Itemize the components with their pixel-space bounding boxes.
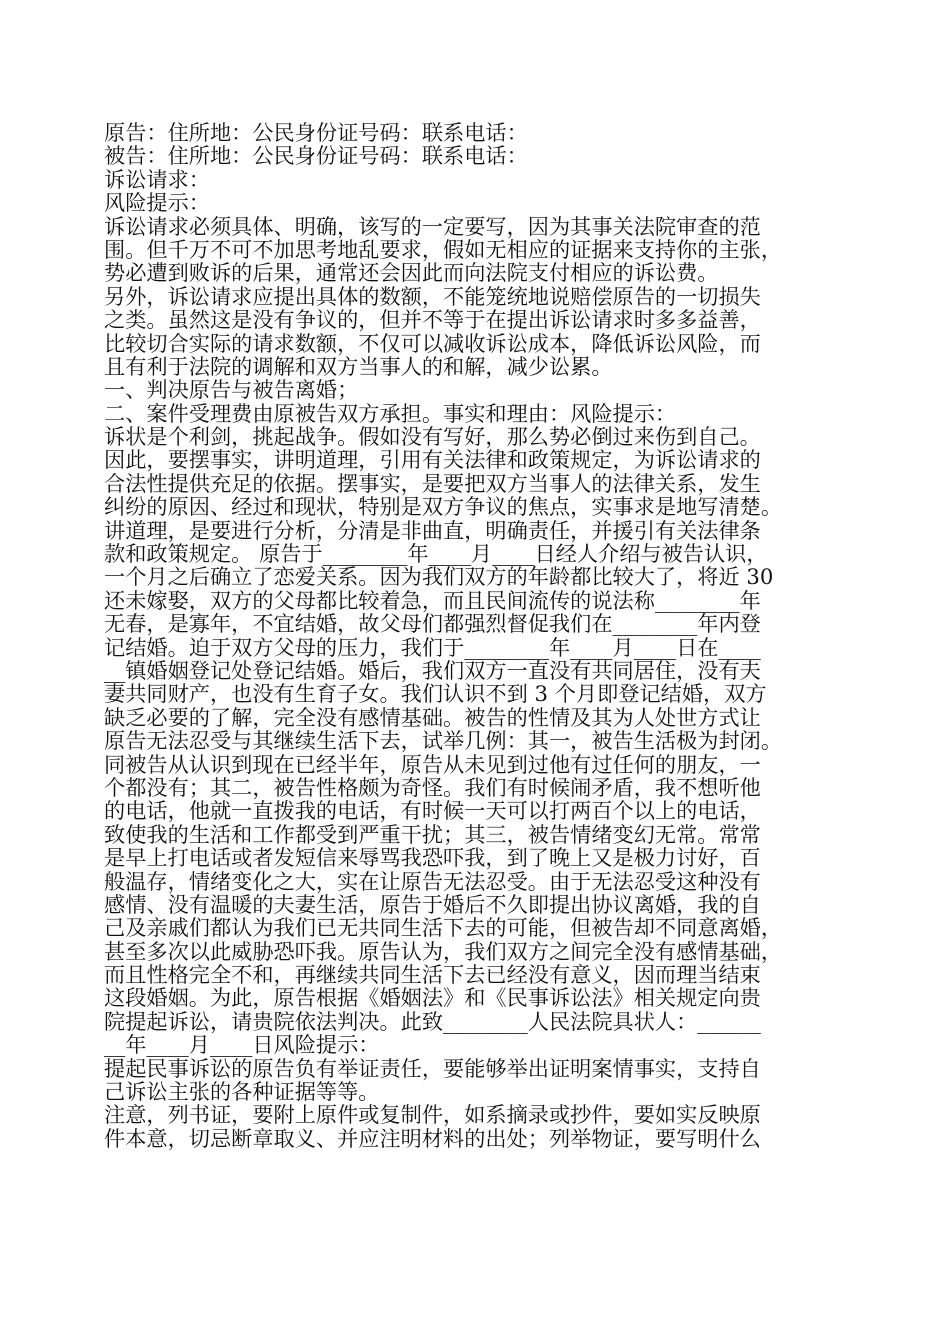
defendant-info-line: 被告：住所地：公民身份证号码：联系电话： [104,143,528,169]
text-line: 感情、没有温暖的夫妻生活，原告于婚后不久即提出协议离婚，我的自 [104,891,761,917]
text-line: 之类。虽然这是没有争议的，但并不等于在提出诉讼请求时多多益善， [104,307,761,333]
text-line: 势必遭到败诉的后果，通常还会因此而向法院支付相应的诉讼费。 [104,260,719,286]
text-line: 诉讼请求必须具体、明确，该写的一定要写，因为其事关法院审查的范 [104,213,761,239]
text-line: 同被告从认识到现在已经半年，原告从未见到过他有过任何的朋友，一 [104,751,761,777]
text-line: 款和政策规定。 原告于________年____月____日经人介绍与被告认识， [104,541,768,567]
text-line: 这段婚姻。为此，原告根据《婚姻法》和《民事诉讼法》相关规定向贵 [104,985,761,1011]
text-line: 而且性格完全不和，再继续共同生活下去已经没有意义，因而理当结束 [104,962,761,988]
text-line: 的电话，他就一直拨我的电话，有时候一天可以打两百个以上的电话， [104,798,761,824]
text-line: 诉状是个利剑，挑起战争。假如没有写好，那么势必倒过来伤到自己。 [104,424,761,450]
text-line: 提起民事诉讼的原告负有举证责任，要能够举出证明案情事实，支持自 [104,1055,761,1081]
text-line: 且有利于法院的调解和双方当事人的和解，减少讼累。 [104,353,613,379]
text-line: 妻共同财产，也没有生育子女。我们认识不到 3 个月即登记结婚，双方 [104,681,767,707]
text-line: 还未嫁娶，双方的父母都比较着急，而且民间流传的说法称________年 [104,587,761,613]
risk-notice-heading: 风险提示： [104,190,210,216]
text-line: __镇婚姻登记处登记结婚。婚后，我们双方一直没有共同居住，没有夫 [104,657,761,683]
plaintiff-info-line: 原告：住所地：公民身份证号码：联系电话： [104,120,528,145]
text-line: 般温存，情绪变化之大，实在让原告无法忍受。由于无法忍受这种没有 [104,868,761,894]
text-line: 记结婚。迫于双方父母的压力，我们于________年____月____日在____ [104,634,761,660]
text-line: 缺乏必要的了解，完全没有感情基础。被告的性情及其为人处世方式让 [104,704,761,730]
text-line: 因此，要摆事实，讲明道理，引用有关法律和政策规定，为诉讼请求的 [104,447,761,473]
text-line: 甚至多次以此威胁恐吓我。原告认为，我们双方之间完全没有感情基础， [104,938,783,964]
text-line: 个都没有；其二，被告性格颇为奇怪。我们有时候闹矛盾，我不想听他 [104,774,761,800]
claims-heading: 诉讼请求： [104,166,210,192]
signature-date-line: __年____月____日风险提示： [104,1032,380,1058]
text-line: 院提起诉讼，请贵院依法判决。此致________人民法院具状人：______ [104,1008,761,1034]
claim-item-1: 一、判决原告与被告离婚； [104,377,359,403]
text-line: 己及亲戚们都认为我们已无共同生活下去的可能，但被告却不同意离婚， [104,915,783,941]
text-line: 致使我的生活和工作都受到严重干扰；其三，被告情绪变幻无常。常常 [104,821,761,847]
text-line: 注意，列书证，要附上原件或复制件，如系摘录或抄件，要如实反映原 [104,1102,761,1128]
text-line: 讲道理，是要进行分析，分清是非曲直，明确责任，并援引有关法律条 [104,517,761,543]
text-line: 原告无法忍受与其继续生活下去，试举几例：其一，被告生活极为封闭。 [104,728,783,754]
text-line: 己诉讼主张的各种证据等等。 [104,1079,380,1105]
text-line: 件本意，切忌断章取义、并应注明材料的出处；列举物证，要写明什么 [104,1125,761,1151]
text-line: 围。但千万不可不加思考地乱要求，假如无相应的证据来支持你的主张， [104,236,783,262]
text-line: 纠纷的原因、经过和现状，特别是双方争议的焦点，实事求是地写清楚。 [104,494,783,520]
text-line: 合法性提供充足的依据。摆事实，是要把双方当事人的法律关系，发生 [104,470,761,496]
text-line: 一个月之后确立了恋爱关系。因为我们双方的年龄都比较大了，将近 30 [104,564,774,590]
text-line: 无春，是寡年，不宜结婚，故父母们都强烈督促我们在________年内登 [104,611,761,637]
text-line: 是早上打电话或者发短信来辱骂我恐吓我，到了晚上又是极力讨好，百 [104,845,761,871]
document-body [104,121,864,1150]
text-line: 另外，诉讼请求应提出具体的数额，不能笼统地说赔偿原告的一切损失 [104,283,761,309]
claim-item-2: 二、案件受理费由原被告双方承担。事实和理由：风险提示： [104,400,677,426]
text-line: 比较切合实际的请求数额，不仅可以减收诉讼成本，降低诉讼风险，而 [104,330,761,356]
